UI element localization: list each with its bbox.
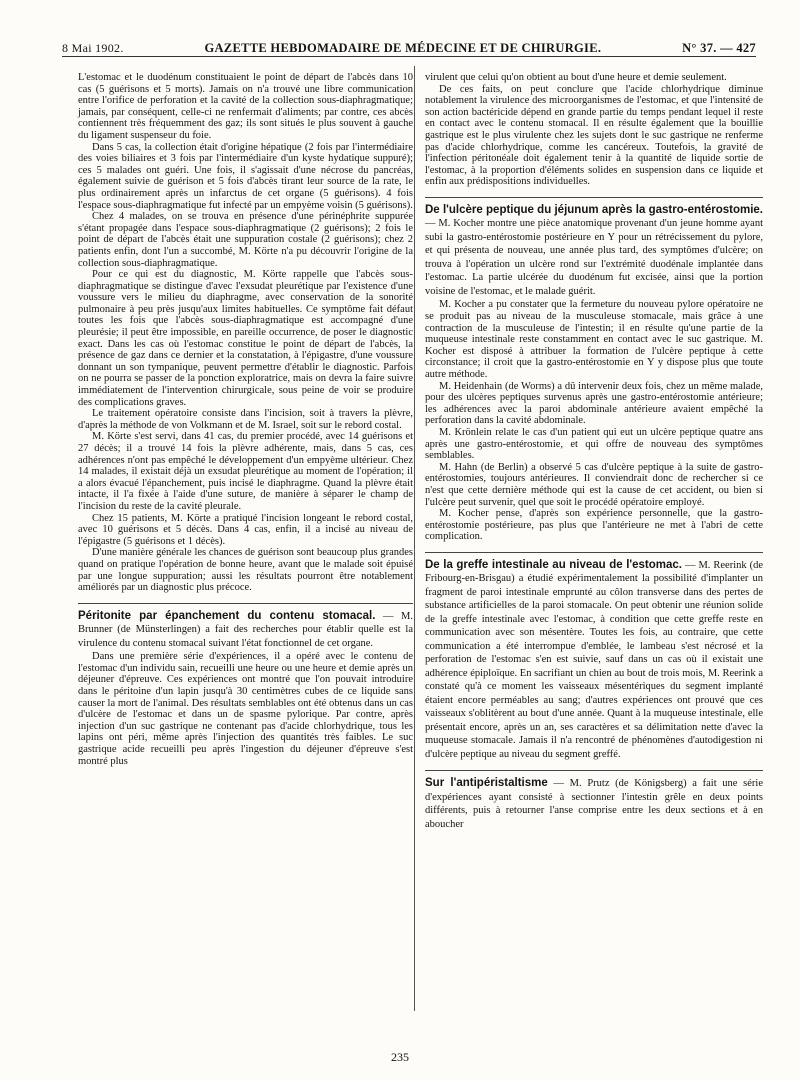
page-folio: 235: [391, 1050, 409, 1064]
paragraph: M. Kocher pense, d'après son expérience personnelle, que la gastro-entérostomie postérieure, pas plus que l'antérieure ne met à l'abri de cette complication.: [425, 508, 763, 543]
section-title: De l'ulcère peptique du jéjunum après la gastro-entérostomie.: [425, 203, 763, 216]
paragraph: M. Hahn (de Berlin) a observé 5 cas d'ulcère peptique à la suite de gastro-entérostomies, toujours antérieures. Il conviendrait donc de rechercher si ce n'est que cette dernière méthode qui est la cause de cet accident, ou bien si l'ulcère peut survenir, quel que soit le procédé opératoire employé.: [425, 461, 763, 508]
paragraph: M. Kocher a pu constater que la fermeture du nouveau pylore opératoire ne se produit pas au niveau de la musculeuse stomacale, mais grâce à une contraction de la musculeuse de l'intestin; il en résulte qu'une partie de la muqueuse intestinale reste constamment en contact avec le suc gastrique. M. Kocher est disposé à attribuer la formation de l'ulcère peptique à cette circonstance; il croit que la gastro-entérostomie en Y y dispose plus que toute autre méthode.: [425, 299, 763, 380]
section-antiperistaltisme: [425, 770, 763, 831]
section-title: Sur l'antipéristaltisme: [425, 777, 548, 790]
issue-number: N° 37. — 427: [682, 41, 756, 55]
paragraph: Pour ce qui est du diagnostic, M. Körte rappelle que l'abcès sous-diaphragmatique se distingue d'avec l'exsudat pleurétique par l'existence d'une voussure vers le milieu du diaphragme, avec conservation de la sonorité pulmonaire à peu près jusqu'aux limites habituelles. Ce symptôme fait défaut toutes les fois que l'abcès sous-diaphragmatique est accompagné d'une pleurésie; il peut être impossible, en pareille occurrence, de poser le diagnostic exact. Dans les cas où l'estomac constitue le point de départ de l'abcès, la présence de gaz dans ce dernier et la constatation, à l'épigastre, d'une voussure donnant un son tympanique, peuvent permettre d'établir le diagnostic. Parfois on ne pourra se passer de la ponction exploratrice, mais on devra la faire suivre immédiatement de l'intervention chirurgicale, sous peine de voir se produire des complications graves.: [78, 269, 413, 408]
paragraph: D'une manière générale les chances de guérison sont beaucoup plus grandes quand on pratique l'opération de bonne heure, avant que le malade soit épuisé par une longue suppuration; aussi les résultats pourront être notablement améliorés par un diagnostic plus précoce.: [78, 547, 413, 594]
section-title: Péritonite par épanchement du contenu stomacal.: [78, 609, 376, 622]
column-divider: [414, 66, 415, 1011]
paragraph: Dans une première série d'expériences, il a opéré avec le contenu de l'estomac d'un individu sain, recueilli une heure ou une heure et demie après un déjeuner d'épreuve. Ces expériences ont montré que l'on pouvait introduire dans le péritoine d'un lapin jusqu'à 30 centimètres cubes de ce liquide sans causer la mort de l'animal. Des résultats semblables ont été obtenus dans un cas d'ulcère de l'estomac et dans un de spasme pylorique. Par contre, après injection d'un suc gastrique ne contenant pas d'acide chlorhydrique, tous les lapins ont péri, même après l'injection des quantités très faibles. Le suc gastrique acide recueilli peu après l'ingestion du déjeuner d'épreuve s'est montré plus: [78, 651, 413, 767]
paragraph: M. Körte s'est servi, dans 41 cas, du premier procédé, avec 14 guérisons et 27 décès; il a trouvé 14 fois la plèvre adhérente, mais, dans 5 cas, ces adhérences n'ont pas empêché le développement d'un empyème ultérieur. Chez 14 malades, il existait déjà un exsudat pleurétique au moment de l'opération; il a alors évacué l'épanchement, puis incisé le diaphragme. Quand la plèvre était intacte, il l'a fixée à l'aide d'une suture, de manière à séparer le champ de l'incision du reste de la cavité pleurale.: [78, 431, 413, 512]
section-heading: [425, 777, 763, 831]
section-greffe-intestinale: [425, 552, 763, 762]
section-lead: — M. Reerink (de Fribourg-en-Brisgau) a étudié expérimentalement la possibilité d'implanter un fragment de paroi intestinale emprunté au côlon transverse dans des pertes de substance artificielles de la paroi stomacale. On peut obtenir une réunion solide de la greffe intestinale avec l'estomac, à condition que cette greffe reste en communication avec son mésentère. Toutes les fois, au contraire, que cette communication a été interrompue d'emblée, le lambeau s'est nécrosé et la perforation de l'estomac s'en est suivie, sauf dans un cas où il existait une adhérence épiploïque. En sacrifiant un chien au bout de trois mois, M. Reerink a constaté qu'à ce moment les vaisseaux mésentériques du segment implanté étaient encore perméables au sang; d'autres expériences ont prouvé que ces vaisseaux s'oblitèrent au bout d'une année. Quant à la muqueuse intestinale, elle présentait encore, après un an, ses caractères et sa délimitation nette d'avec la muqueuse stomacale. Jamais il n'a rencontré de phénomènes d'autodigestion ni d'ulcère peptique au niveau du segment greffé.: [425, 559, 764, 760]
paragraph: virulent que celui qu'on obtient au bout d'une heure et demie seulement.: [425, 72, 727, 83]
section-ulcere-peptique: [425, 197, 763, 543]
issue-date: 8 Mai 1902.: [62, 41, 124, 55]
paragraph: Le traitement opératoire consiste dans l'incision, soit à travers la plèvre, d'après la méthode de von Volkmann et de M. Israel, soit sur le rebord costal.: [78, 408, 413, 431]
left-column: [78, 72, 413, 767]
section-lead: — M. Kocher montre une pièce anatomique provenant d'un jeune homme ayant subi la gastro-entérostomie postérieure en Y pour un rétrécissement du pylore, et qui présenta de nouveau, une année plus tard, des symptômes d'ulcère; on trouva à l'opération un ulcère rond sur l'extrémité duodénale implantée dans l'estomac. La partie ulcérée du duodénum fut excisée, ainsi que la portion voisine de l'estomac, et le malade guérit.: [425, 218, 763, 297]
right-column: [425, 72, 763, 832]
running-header: [62, 34, 756, 57]
section-title: De la greffe intestinale au niveau de l'estomac.: [425, 558, 682, 571]
paragraph: L'estomac et le duodénum constituaient le point de départ de l'abcès dans 10 cas (5 guérisons et 5 morts). Jamais on n'a trouvé une libre communication entre l'orifice de perforation et la cavité de la collection sous-diaphragmatique; jamais, par conséquent, celle-ci ne renfermait d'aliments; par contre, ces abcès contiennent très fréquemment des gaz; ils sont situés le plus souvent à gauche du ligament suspenseur du foie.: [78, 72, 413, 141]
paragraph: M. Krönlein relate le cas d'un patient qui eut un ulcère peptique quatre ans après une gastro-entérostomie, et qui offre de nouveau des symptômes semblables.: [425, 426, 763, 462]
paragraph: Chez 4 malades, on se trouva en présence d'une périnéphrite suppurée s'étant propagée dans l'espace sous-diaphragmatique (2 guérisons); 2 fois le point de départ de l'abcès était une suppuration costale (2 guérisons); chez 2 patients enfin, dont l'un a succombé, M. Körte n'a pu découvrir l'origine de la collection sous-diaphragmatique.: [78, 211, 413, 269]
journal-title: GAZETTE HEBDOMADAIRE DE MÉDECINE ET DE CHIRURGIE.: [204, 41, 602, 55]
paragraph: De ces faits, on peut conclure que l'acide chlorhydrique diminue notablement la virulence des microorganismes de l'estomac, et que l'intensité de son action bactéricide dépend en grande partie du temps pendant lequel il reste en contact avec le contenu stomacal. Il en résulte également que la bouillie gastrique est le plus virulente chez les sujets dont le suc gastrique ne renferme pas d'acide chlorhydrique, comme les cancéreux. Toutefois, la gravité de l'infection péritonéale doit également tenir à la quantité de liquide sortie de l'estomac, à la proportion d'éléments solides en suspension dans ce liquide et enfin aux prédispositions individuelles.: [425, 83, 763, 188]
section-heading: [425, 204, 763, 299]
section-lead: — M. Prutz (de Königsberg) a fait une série d'expériences ayant consisté à sectionner l'intestin grêle en deux points différents, puis à retourner l'anse comprise entre les deux sections et à en aboucher: [425, 778, 763, 830]
section-heading: [78, 610, 413, 651]
paragraph: Chez 15 patients, M. Körte a pratiqué l'incision longeant le rebord costal, avec 10 guérisons et 5 décès. Dans 4 cas, enfin, il a incisé au niveau de l'épigastre (5 guérisons et 1 décès).: [78, 512, 413, 547]
section-heading: [425, 559, 763, 762]
paragraph: Dans 5 cas, la collection était d'origine hépatique (2 fois par l'intermédiaire des voies biliaires et 3 fois par l'intermédiaire d'un kyste hydatique suppuré); ces 5 malades ont guéri. Une fois, il s'agissait d'une nécrose du pancréas, également suivie de guérison et 5 fois d'abcès tirant leur source de la rate, le plus ordinairement après un infarctus de cet organe (5 guérisons). 4 fois l'espace sous-diaphragmatique fut infecté par un empyème voisin (5 guérisons).: [78, 141, 413, 211]
paragraph: M. Heidenhain (de Worms) a dû intervenir deux fois, chez un même malade, pour des ulcères peptiques survenus après une gastro-entérostomie antérieure; les adhérences avec la paroi abdominale antérieure avaient empêché la perforation dans la cavité abdominale.: [425, 380, 763, 427]
section-peritonite: [78, 603, 413, 767]
section-lead: — M. Brunner (de Münsterlingen) a fait des recherches pour établir quelle est la virulence du contenu stomacal suivant l'état fonctionnel de cet organe.: [78, 610, 413, 649]
